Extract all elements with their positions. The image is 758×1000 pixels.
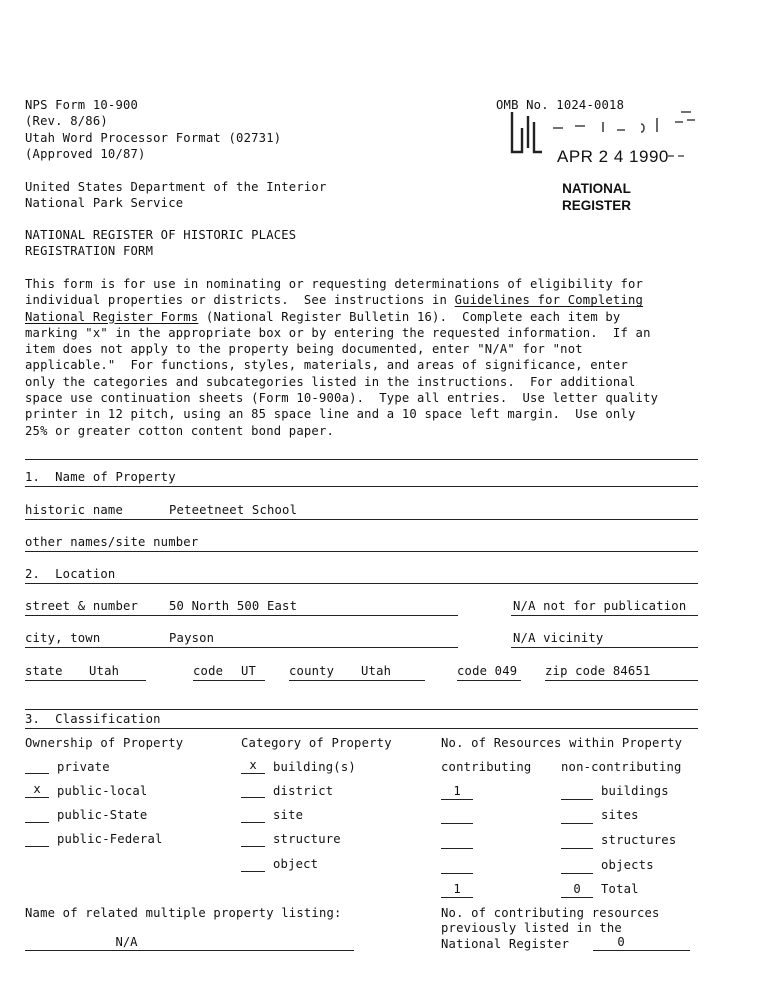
resource-row-label: structures [601, 833, 677, 847]
field-line [25, 680, 146, 681]
other-names-label: other names/site number [25, 535, 199, 549]
city-value[interactable]: Payson [169, 631, 215, 645]
previously-listed-count[interactable]: 0 [617, 935, 625, 949]
stamp-bracket-icon [508, 108, 548, 156]
form-subtitle: REGISTRATION FORM [25, 244, 154, 258]
checkbox-blank[interactable] [241, 846, 265, 847]
resources-label: No. of Resources within Property [441, 736, 683, 750]
field-line [25, 615, 458, 616]
checkbox-blank[interactable] [241, 871, 265, 872]
section-divider [25, 486, 698, 487]
contributing-blank[interactable] [441, 873, 473, 874]
noncontributing-blank[interactable] [561, 799, 593, 800]
ownership-option-label: public-State [57, 808, 148, 822]
omb-number: OMB No. 1024-0018 [496, 98, 625, 112]
checkbox-blank[interactable] [25, 822, 49, 823]
field-line [511, 615, 698, 616]
resource-row-label: buildings [601, 784, 669, 798]
field-line [457, 680, 521, 681]
noncontributing-blank[interactable] [561, 823, 593, 824]
noncontributing-blank[interactable] [561, 848, 593, 849]
resource-row-label: objects [601, 858, 654, 872]
category-option-label: structure [273, 832, 341, 846]
agency-service: National Park Service [25, 196, 184, 210]
contributing-blank[interactable] [441, 897, 473, 898]
contributing-count: 1 [453, 882, 461, 896]
previously-listed-label: No. of contributing resources [441, 906, 660, 920]
contributing-blank[interactable] [441, 823, 473, 824]
form-number: NPS Form 10-900 [25, 98, 139, 112]
previously-listed-label: previously listed in the [441, 921, 622, 935]
section2-heading: 2. Location [25, 567, 116, 581]
field-line [511, 647, 698, 648]
previously-listed-label: National Register [441, 937, 570, 951]
field-line [593, 950, 690, 951]
contributing-header: contributing [441, 760, 532, 774]
category-option-label: building(s) [273, 760, 356, 774]
resource-row-label: Total [601, 882, 639, 896]
street-label: street & number [25, 599, 139, 613]
state-label: state [25, 664, 63, 678]
form-revision: (Rev. 8/86) [25, 114, 108, 128]
resource-row-label: sites [601, 808, 639, 822]
field-line [25, 519, 698, 520]
multiple-property-label: Name of related multiple property listing: [25, 906, 342, 920]
noncontributing-count: 0 [573, 882, 581, 896]
stamp-date: APR 2 4 1990 [557, 147, 669, 166]
section3-heading: 3. Classification [25, 712, 161, 726]
noncontributing-header: non-contributing [561, 760, 682, 774]
ownership-label: Ownership of Property [25, 736, 184, 750]
historic-name-label: historic name [25, 503, 123, 517]
county-code[interactable]: code 049 [457, 664, 518, 678]
county-label: county [289, 664, 335, 678]
field-line [289, 680, 425, 681]
city-label: city, town [25, 631, 101, 645]
agency-department: United States Department of the Interior [25, 180, 327, 194]
stamp-line-register: REGISTER [562, 198, 632, 213]
checkbox-blank[interactable] [25, 846, 49, 847]
checkbox-blank[interactable] [25, 797, 49, 798]
ownership-option-label: private [57, 760, 110, 774]
guidelines-link: Guidelines for Completing [454, 293, 644, 308]
checkbox-blank[interactable] [25, 773, 49, 774]
section-divider [25, 459, 698, 460]
stamp-faded-letters [545, 108, 695, 138]
ownership-option-label: public-Federal [57, 832, 163, 846]
not-for-publication[interactable]: N/A not for publication [513, 599, 687, 613]
field-line [25, 551, 698, 552]
section-divider [25, 709, 698, 710]
noncontributing-blank[interactable] [561, 873, 593, 874]
category-option-label: object [273, 857, 319, 871]
noncontributing-blank[interactable] [561, 897, 593, 898]
contributing-blank[interactable] [441, 799, 473, 800]
ownership-option-label: public-local [57, 784, 148, 798]
state-code-label: code [193, 664, 224, 678]
checkbox-blank[interactable] [241, 797, 265, 798]
category-option-label: district [273, 784, 334, 798]
historic-name-value[interactable]: Peteetneet School [169, 503, 298, 517]
street-value[interactable]: 50 North 500 East [169, 599, 298, 613]
form-approval: (Approved 10/87) [25, 147, 146, 161]
section-divider [25, 583, 698, 584]
instructions-paragraph: This form is for use in nominating or requesting determinations of eligibility for individual properties or districts. See instructions in Guidelines for Completing National Register Forms (National Register Bulletin 16). Complete each item by marking "x" in the appropriate box or by entering the requested information. If an item does not apply to the property being documented, enter "N/A" for "not applicable." For functions, styles, materials, and areas of significance, enter only the categories and subcategories listed in the instructions. For additional space use continuation sheets (Form 10-900a). Type all entries. Use letter quality printer in 12 pitch, using an 85 space line and a 10 space left margin. Use only 25% or greater cotton content bond paper. [25, 277, 659, 438]
multiple-property-value[interactable]: N/A [115, 935, 138, 949]
contributing-count: 1 [453, 784, 461, 798]
county-value[interactable]: Utah [361, 664, 392, 678]
field-line [25, 950, 354, 951]
checkbox-blank[interactable] [241, 822, 265, 823]
checkbox-mark: x [33, 782, 41, 796]
zip-code[interactable]: zip code 84651 [545, 664, 651, 678]
checkbox-blank[interactable] [241, 773, 265, 774]
state-code-value[interactable]: UT [241, 664, 257, 678]
field-line [25, 647, 458, 648]
contributing-blank[interactable] [441, 848, 473, 849]
form-title: NATIONAL REGISTER OF HISTORIC PLACES [25, 228, 297, 242]
category-label: Category of Property [241, 736, 392, 750]
field-line [545, 680, 698, 681]
checkbox-mark: x [249, 758, 257, 772]
guidelines-link-cont: National Register Forms [25, 309, 199, 324]
vicinity[interactable]: N/A vicinity [513, 631, 604, 645]
section1-heading: 1. Name of Property [25, 470, 176, 484]
category-option-label: site [273, 808, 304, 822]
stamp-dash-marks [664, 150, 704, 170]
stamp-register-label [562, 180, 631, 214]
state-value[interactable]: Utah [89, 664, 120, 678]
form-format: Utah Word Processor Format (02731) [25, 131, 282, 145]
stamp-line-national: NATIONAL [562, 181, 631, 196]
section-divider [25, 728, 698, 729]
field-line [193, 680, 265, 681]
